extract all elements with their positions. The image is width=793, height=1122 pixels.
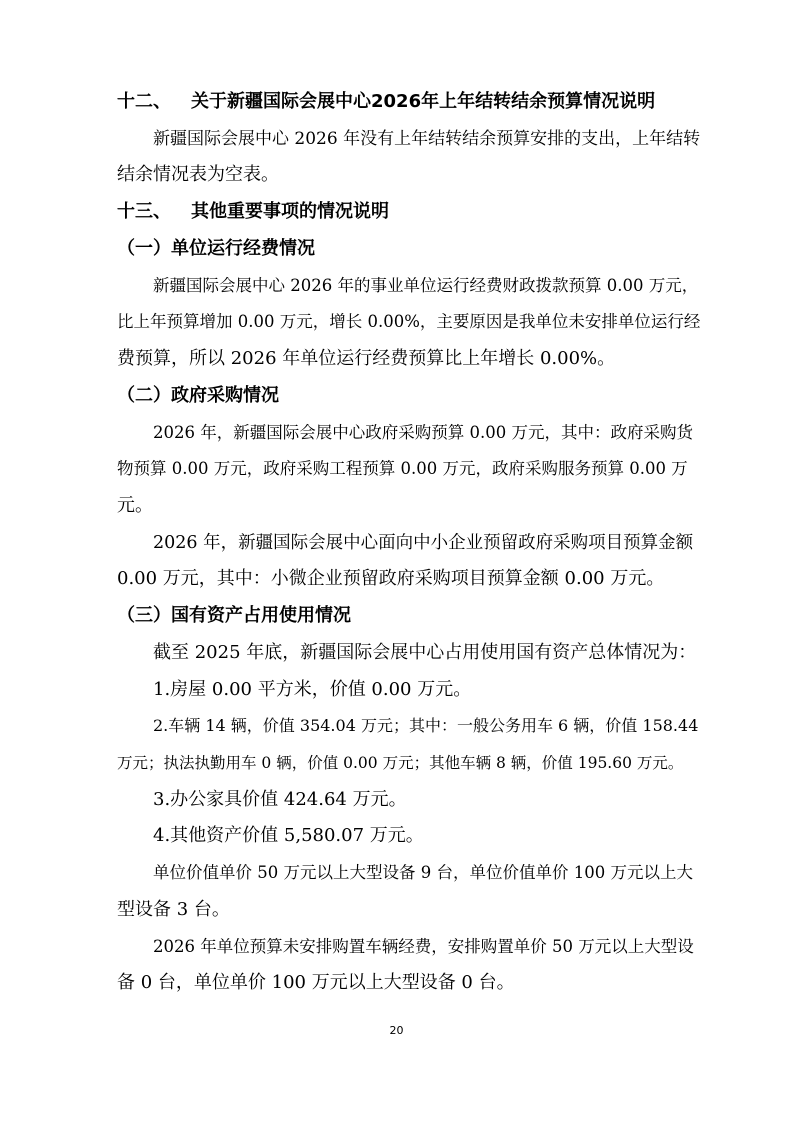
section-12-para-line-2: 结余情况表为空表。 (117, 164, 279, 185)
section-13-number: 十三、 (117, 201, 171, 222)
section-12-number: 十二、 (117, 91, 171, 112)
equipment-para-line-1: 单位价值单价 50 万元以上大型设备 9 台，单位价值单价 100 万元以上大 (153, 863, 693, 882)
section-13-title: 其他重要事项的情况说明 (191, 201, 389, 222)
asset-item-3: 3.办公家具价值 424.64 万元。 (153, 789, 407, 810)
subsection-1-line-3: 费预算，所以 2026 年单位运行经费预算比上年增长 0.00%。 (117, 348, 616, 369)
subsection-1-line-1: 新疆国际会展中心 2026 年的事业单位运行经费财政拨款预算 0.00 万元， (153, 276, 699, 295)
section-12-title: 关于新疆国际会展中心2026年上年结转结余预算情况说明 (191, 91, 656, 112)
purchase-para-line-2: 备 0 台，单位单价 100 万元以上大型设备 0 台。 (117, 972, 515, 993)
asset-item-1: 1.房屋 0.00 平方米，价值 0.00 万元。 (153, 679, 472, 700)
subsection-3-title: （三）国有资产占用使用情况 (117, 605, 351, 626)
section-13-heading (117, 199, 389, 225)
subsection-2-para1-line-2: 物预算 0.00 万元，政府采购工程预算 0.00 万元，政府采购服务预算 0.00 万 (117, 459, 688, 478)
asset-item-2-line-1: 2.车辆 14 辆，价值 354.04 万元；其中：一般公务用车 6 辆，价值 158.44 (153, 716, 699, 735)
asset-item-4: 4.其他资产价值 5,580.07 万元。 (153, 825, 424, 846)
subsection-2-title: （二）政府采购情况 (117, 385, 279, 406)
subsection-2-para1-line-1: 2026 年，新疆国际会展中心政府采购预算 0.00 万元，其中：政府采购货 (153, 423, 693, 442)
subsection-2-para2-line-1: 2026 年，新疆国际会展中心面向中小企业预留政府采购项目预算金额 (153, 533, 694, 553)
subsection-3-intro: 截至 2025 年底，新疆国际会展中心占用使用国有资产总体情况为： (153, 642, 697, 663)
subsection-2-para2-line-2: 0.00 万元，其中：小微企业预留政府采购项目预算金额 0.00 万元。 (117, 568, 665, 589)
subsection-2-para1-line-3: 元。 (117, 495, 153, 516)
subsection-1-title: （一）单位运行经费情况 (117, 238, 315, 259)
section-12-heading (117, 89, 655, 115)
asset-item-2-line-2: 万元；执法执勤用车 0 辆，价值 0.00 万元；其他车辆 8 辆，价值 195.60 万元。 (117, 754, 684, 772)
purchase-para-line-1: 2026 年单位预算未安排购置车辆经费，安排购置单价 50 万元以上大型设 (153, 937, 694, 956)
section-12-para-line-1: 新疆国际会展中心 2026 年没有上年结转结余预算安排的支出，上年结转 (153, 129, 701, 149)
equipment-para-line-2: 型设备 3 台。 (117, 899, 230, 920)
subsection-1-line-2: 比上年预算增加 0.00 万元，增长 0.00%，主要原因是我单位未安排单位运行经 (117, 312, 701, 331)
page-number: 20 (389, 1024, 404, 1037)
